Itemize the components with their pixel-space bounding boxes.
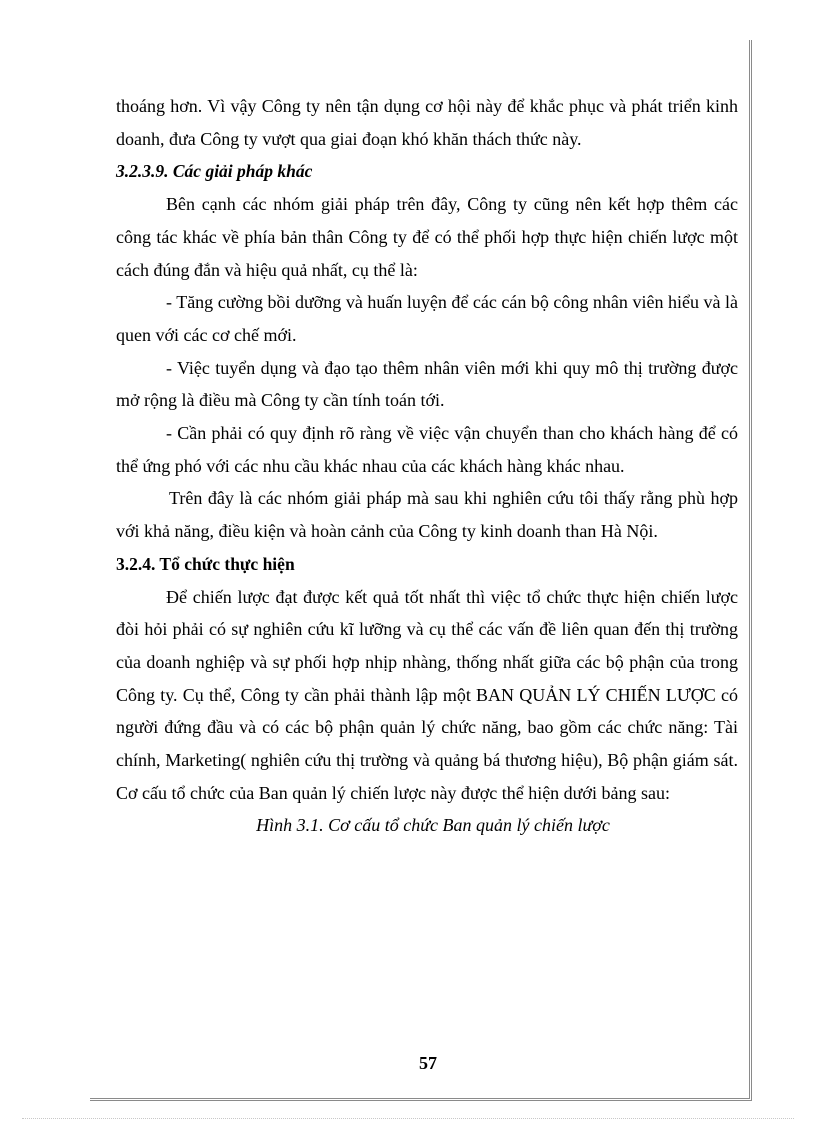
figure-caption: Hình 3.1. Cơ cấu tổ chức Ban quản lý chiến lược [256,815,610,836]
paragraph-implementation: Để chiến lược đạt được kết quả tốt nhất thì việc tổ chức thực hiện chiến lược đòi hỏi phải có sự nghiên cứu kĩ lưỡng và cụ thể các vấn đề liên quan đến thị trường của doanh nghiệp và sự phối hợp nhịp nhàng, thống nhất giữa các bộ phận của trong Công ty. Cụ thể, Công ty cần phải thành lập một BAN QUẢN LÝ CHIẾN LƯỢC có người đứng đầu và có các bộ phận quản lý chức năng, bao gồm các chức năng: Tài chính, Marketing( nghiên cứu thị trường và quảng bá thương hiệu), Bộ phận giám sát. Cơ cấu tổ chức của Ban quản lý chiến lược này được thể hiện dưới bảng sau: [116,586,738,803]
section-heading-3-2-4: 3.2.4. Tổ chức thực hiện [116,553,295,574]
section-heading-3-2-3-9: 3.2.3.9. Các giải pháp khác [116,161,313,182]
bullet-item-3: - Cần phải có quy định rõ ràng về việc vận chuyển than cho khách hàng để có thể ứng phó với các nhu cầu khác nhau của các khách hàng khác nhau. [116,423,738,476]
page-bottom-divider [22,1118,794,1119]
paragraph-summary: Trên đây là các nhóm giải pháp mà sau khi nghiên cứu tôi thấy rằng phù hợp với khả năng, điều kiện và hoàn cảnh của Công ty kinh doanh than Hà Nội. [116,488,738,542]
page-number: 57 [419,1053,437,1073]
bullet-item-1: - Tăng cường bồi dưỡng và huấn luyện để các cán bộ công nhân viên hiểu và là quen với các cơ chế mới. [116,292,738,345]
document-body [116,90,738,842]
bullet-item-2: - Việc tuyển dụng và đạo tạo thêm nhân viên mới khi quy mô thị trường được mở rộng là điều mà Công ty cần tính toán tới. [116,357,738,411]
paragraph-intro: Bên cạnh các nhóm giải pháp trên đây, Công ty cũng nên kết hợp thêm các công tác khác về phía bản thân Công ty để có thể phối hợp thực hiện chiến lược một cách đúng đắn và hiệu quả nhất, cụ thể là: [116,194,738,280]
paragraph-continuation: thoáng hơn. Vì vậy Công ty nên tận dụng cơ hội này để khắc phục và phát triển kinh doanh, đưa Công ty vượt qua giai đoạn khó khăn thách thức này. [116,96,738,149]
